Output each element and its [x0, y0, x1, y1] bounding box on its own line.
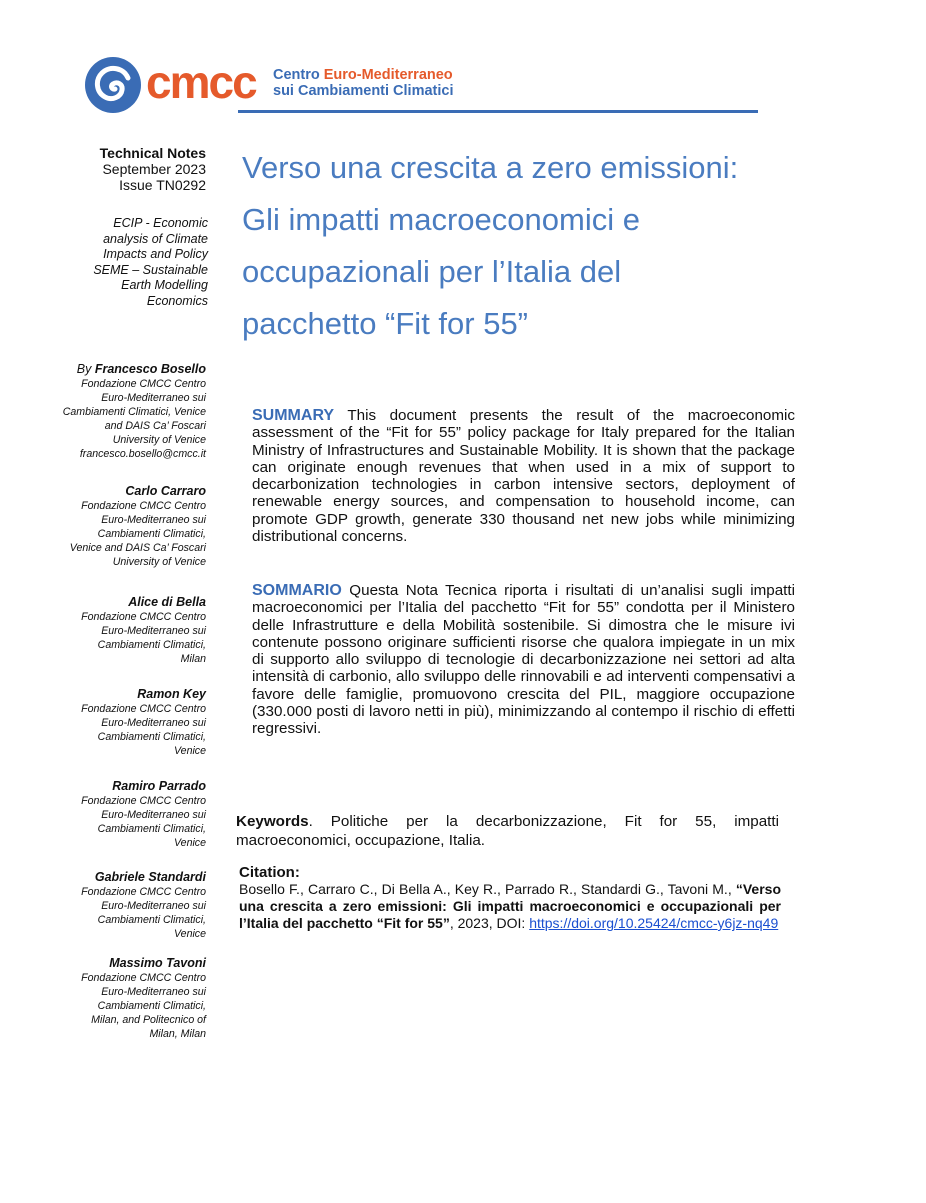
- author-email: francesco.bosello@cmcc.it: [79, 448, 206, 460]
- author-affiliation: Venice and DAIS Ca’ Foscari: [69, 542, 206, 554]
- author-affiliation: Cambiamenti Climatici,: [97, 914, 206, 926]
- author-affiliation: Cambiamenti Climatici,: [97, 1000, 206, 1012]
- author-affiliation: Cambiamenti Climatici, Venice: [62, 406, 206, 418]
- author-affiliation: Venice: [174, 837, 206, 849]
- author-block: [16, 594, 206, 666]
- citation-heading: Citation:: [239, 864, 300, 881]
- author-affiliation: Fondazione CMCC Centro: [81, 611, 206, 623]
- author-block: [16, 361, 206, 461]
- author-affiliation: Fondazione CMCC Centro: [81, 972, 206, 984]
- author-name: Carlo Carraro: [125, 484, 206, 498]
- publication-date: September 2023: [102, 161, 206, 177]
- sommario-paragraph: [252, 582, 795, 738]
- citation-authors: Bosello F., Carraro C., Di Bella A., Key R., Parrado R., Standardi G., Tavoni M.,: [239, 881, 736, 897]
- author-affiliation: Fondazione CMCC Centro: [81, 500, 206, 512]
- organization-name: [273, 67, 454, 99]
- author-block: [16, 686, 206, 758]
- author-affiliation: Cambiamenti Climatici,: [97, 528, 206, 540]
- title-line: occupazionali per l’Italia del: [242, 254, 622, 289]
- author-affiliation: Cambiamenti Climatici,: [97, 731, 206, 743]
- division-line: SEME – Sustainable: [93, 262, 208, 277]
- author-name: Gabriele Standardi: [94, 870, 206, 884]
- division-line: Economics: [146, 293, 208, 308]
- sommario-text: Questa Nota Tecnica riporta i risultati di un’analisi sugli impatti macroeconomici per l’Italia del pacchetto “Fit for 55” condotta per il Ministero delle Infrastrutture e della Mobilità sostenibile. Si dimostra che le misure ivi contenute possono originare sufficienti risorse che qualora impiegate in un mix di supporto allo sviluppo di tecnologie di decarbonizzazione nei settori ad alta intensità di carbonio, allo sviluppo delle rinnovabili e ad interventi compensativi a favore delle famiglie, promuovono crescita del PIL, maggiore occupazione (330.000 posti di lavoro netti in più), minimizzando al contempo il rischio di effetti regressivi.: [252, 582, 795, 738]
- author-affiliation: Euro-Mediterraneo sui: [101, 717, 206, 729]
- sommario-label: SOMMARIO: [252, 582, 342, 599]
- author-affiliation: Cambiamenti Climatici,: [97, 823, 206, 835]
- summary-label: SUMMARY: [252, 407, 335, 424]
- title-line: pacchetto “Fit for 55”: [242, 306, 529, 341]
- author-block: [16, 955, 206, 1041]
- citation-title: “Verso una crescita a zero emissioni: Gli impatti macroeconomici e occupazionali per l’Italia del pacchetto “Fit for 55”: [239, 881, 781, 931]
- series-label: Technical Notes: [99, 145, 206, 161]
- author-affiliation: Euro-Mediterraneo sui: [101, 986, 206, 998]
- author-affiliation: Fondazione CMCC Centro: [81, 795, 206, 807]
- author-name: Alice di Bella: [128, 595, 206, 609]
- author-name: Ramon Key: [137, 687, 206, 701]
- division-line: analysis of Climate: [103, 231, 208, 246]
- logo-wordmark: cmcc: [146, 56, 256, 108]
- division-line: Impacts and Policy: [103, 247, 208, 262]
- author-affiliation: Milan: [180, 653, 206, 665]
- author-affiliation: Euro-Mediterraneo sui: [101, 625, 206, 637]
- cmcc-logo-icon: [84, 56, 142, 114]
- author-affiliation: Euro-Mediterraneo sui: [101, 809, 206, 821]
- summary-paragraph: [252, 407, 795, 545]
- issue-number: Issue TN0292: [119, 177, 206, 193]
- author-affiliation: Cambiamenti Climatici,: [97, 639, 206, 651]
- author-name: Francesco Bosello: [94, 362, 206, 376]
- summary-text: This document presents the result of the macroeconomic assessment of the “Fit for 55” policy package for Italy prepared for the Italian Ministry of Infrastructures and Sustainable Mobility. It is shown that the package can originate enough revenues that when used in a mix of support to decarbonization technologies in carbon intensive sectors, deployment of renewable energy sources, and compensation to household income, can promote GDP growth, generate 330 thousand net new jobs while minimizing distributional concerns.: [252, 407, 795, 546]
- org-name-part: Centro: [273, 67, 324, 83]
- author-block: [16, 869, 206, 941]
- division-list: [38, 216, 208, 310]
- org-name-highlight: Euro-Mediterraneo: [323, 67, 453, 83]
- author-affiliation: Milan, and Politecnico of: [91, 1014, 206, 1026]
- author-affiliation: University of Venice: [112, 556, 206, 568]
- division-line: ECIP - Economic: [113, 216, 208, 230]
- citation-block: [239, 864, 781, 932]
- title-line: Verso una crescita a zero emissioni:: [242, 150, 739, 185]
- author-affiliation: Fondazione CMCC Centro: [81, 703, 206, 715]
- keywords-paragraph: [236, 812, 779, 850]
- author-affiliation: Fondazione CMCC Centro: [81, 378, 206, 390]
- document-title: [242, 142, 802, 350]
- author-affiliation: Euro-Mediterraneo sui: [101, 900, 206, 912]
- author-affiliation: Euro-Mediterraneo sui: [101, 514, 206, 526]
- author-affiliation: and DAIS Ca’ Foscari: [104, 420, 206, 432]
- title-line: Gli impatti macroeconomici e: [242, 202, 640, 237]
- org-name-line2: sui Cambiamenti Climatici: [273, 83, 454, 99]
- author-affiliation: Venice: [174, 745, 206, 757]
- author-name: Ramiro Parrado: [112, 779, 206, 793]
- doi-link[interactable]: https://doi.org/10.25424/cmcc-y6jz-nq49: [529, 915, 779, 931]
- author-name: Massimo Tavoni: [109, 956, 206, 970]
- keywords-text: . Politiche per la decarbonizzazione, Fit for 55, impatti macroeconomici, occupazione, Italia.: [236, 813, 779, 849]
- author-affiliation: Venice: [174, 928, 206, 940]
- keywords-label: Keywords: [236, 813, 309, 830]
- author-affiliation: Fondazione CMCC Centro: [81, 886, 206, 898]
- author-affiliation: Euro-Mediterraneo sui: [101, 392, 206, 404]
- division-line: Earth Modelling: [121, 278, 208, 293]
- header-divider: [238, 110, 758, 113]
- author-block: [16, 778, 206, 850]
- author-by-prefix: By: [76, 362, 95, 376]
- citation-year: , 2023, DOI:: [449, 915, 530, 931]
- author-affiliation: Milan, Milan: [149, 1028, 206, 1040]
- publication-meta: [100, 145, 206, 193]
- author-block: [16, 483, 206, 569]
- author-affiliation: University of Venice: [112, 434, 206, 446]
